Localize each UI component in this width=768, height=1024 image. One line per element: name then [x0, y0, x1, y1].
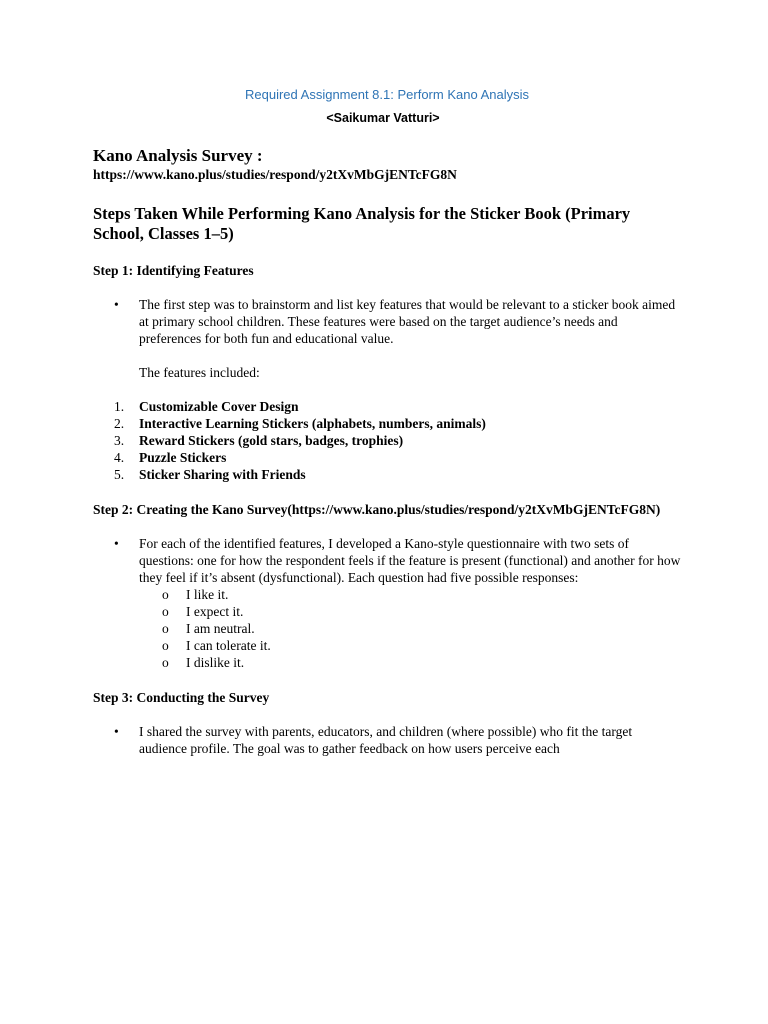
- features-intro: The features included:: [139, 365, 260, 380]
- step3-bullet-item: [93, 723, 683, 757]
- list-item: [92, 449, 683, 466]
- steps-heading: Steps Taken While Performing Kano Analysis for the Sticker Book (Primary School, Classes 1–5): [93, 204, 631, 243]
- feature-label: Customizable Cover Design: [139, 399, 299, 414]
- list-number: 2.: [114, 416, 125, 431]
- list-item: [92, 466, 683, 483]
- list-item: [139, 637, 683, 654]
- step2-bullet-item: [93, 535, 683, 671]
- step3-heading: Step 3: Conducting the Survey: [93, 690, 270, 705]
- step2-heading: Step 2: Creating the Kano Survey(https://www.kano.plus/studies/respond/y2tXvMbGjENTcFG8N): [93, 502, 661, 517]
- list-number: 3.: [114, 433, 125, 448]
- feature-label: Interactive Learning Stickers (alphabets, numbers, animals): [139, 416, 486, 431]
- step1-heading: Step 1: Identifying Features: [93, 263, 254, 278]
- bullet-icon: •: [114, 297, 119, 312]
- list-item: [92, 415, 683, 432]
- response-label: I dislike it.: [186, 655, 245, 670]
- list-number: 1.: [114, 399, 125, 414]
- bullet-icon: •: [114, 536, 119, 551]
- response-label: I expect it.: [186, 604, 244, 619]
- feature-label: Sticker Sharing with Friends: [139, 467, 306, 482]
- response-label: I am neutral.: [186, 621, 255, 636]
- circle-bullet-icon: o: [162, 655, 169, 670]
- survey-heading: Kano Analysis Survey :: [93, 146, 263, 165]
- circle-bullet-icon: o: [162, 621, 169, 636]
- circle-bullet-icon: o: [162, 638, 169, 653]
- response-label: I can tolerate it.: [186, 638, 271, 653]
- list-item: [139, 620, 683, 637]
- list-number: 4.: [114, 450, 125, 465]
- list-item: [92, 398, 683, 415]
- document-body: [93, 146, 683, 757]
- circle-bullet-icon: o: [162, 587, 169, 602]
- list-item: [139, 586, 683, 603]
- list-item: [139, 603, 683, 620]
- feature-label: Reward Stickers (gold stars, badges, trophies): [139, 433, 404, 448]
- circle-bullet-icon: o: [162, 604, 169, 619]
- step3-paragraph: I shared the survey with parents, educators, and children (where possible) who fit the target audience profile. The goal was to gather feedback on how users perceive each: [139, 724, 633, 756]
- list-item: [139, 654, 683, 671]
- features-list: [93, 398, 683, 483]
- step2-paragraph: For each of the identified features, I developed a Kano-style questionnaire with two sets of questions: one for how the respondent feels if the feature is present (functional) and another for how they feel if it’s absent (dysfunctional). Each question had five possible responses:: [139, 536, 681, 585]
- author-name: <Saikumar Vatturi>: [326, 111, 440, 125]
- feature-label: Puzzle Stickers: [139, 450, 227, 465]
- list-number: 5.: [114, 467, 125, 482]
- responses-list: [139, 586, 683, 671]
- bullet-icon: •: [114, 724, 119, 739]
- assignment-title: Required Assignment 8.1: Perform Kano Analysis: [245, 87, 529, 102]
- list-item: [92, 432, 683, 449]
- survey-link[interactable]: https://www.kano.plus/studies/respond/y2tXvMbGjENTcFG8N: [93, 167, 457, 182]
- step1-bullet-item: [93, 296, 683, 347]
- response-label: I like it.: [186, 587, 229, 602]
- step1-paragraph: The first step was to brainstorm and list key features that would be relevant to a sticker book aimed at primary school children. These features were based on the target audience’s needs and preferences for both fun and educational value.: [139, 297, 676, 346]
